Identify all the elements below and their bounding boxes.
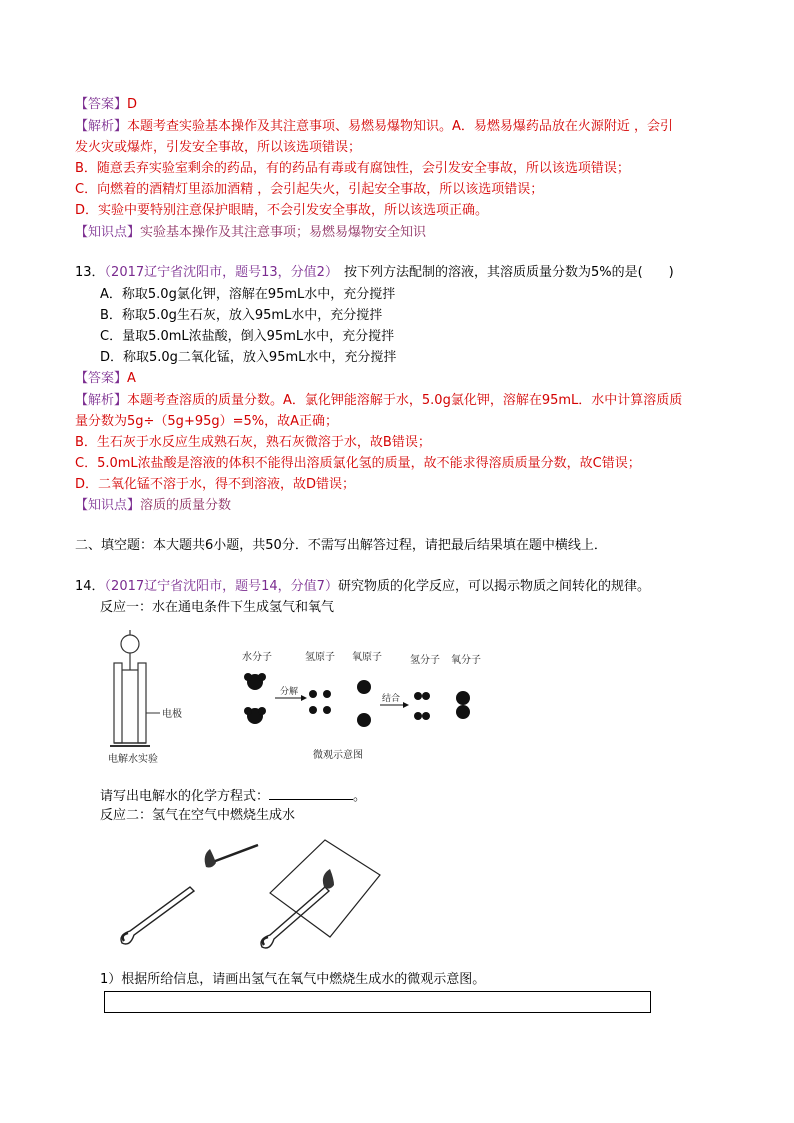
q13-analysis-tag: 【解析】 bbox=[75, 393, 128, 408]
q13-number: 13． bbox=[75, 265, 105, 280]
q12-analysis-4: C．向燃着的酒精灯里添加酒精 ，会引起失火，引起安全事故，所以该选项错误； bbox=[75, 182, 544, 197]
q13-stem bbox=[75, 265, 674, 281]
q14-reaction1: 反应一：水在通电条件下生成氢气和氧气 bbox=[100, 600, 335, 615]
q13-source: （2017辽宁省沈阳市，题号13，分值2） bbox=[104, 265, 338, 280]
q14-stem bbox=[75, 579, 650, 595]
micro-diagram bbox=[235, 650, 495, 770]
q13-analysis-3: B．生石灰于水反应生成熟石灰，熟石灰微溶于水，故B错误； bbox=[75, 435, 431, 450]
q12-answer-value: D bbox=[127, 97, 138, 112]
q13-knowledge-tag: 【知识点】 bbox=[75, 498, 141, 513]
arrow-combine: 结合 bbox=[382, 694, 401, 704]
micro-caption: 微观示意图 bbox=[313, 750, 363, 761]
q12-knowledge-tag: 【知识点】 bbox=[75, 225, 141, 240]
q13-stem-text: 按下列方法配制的溶液，其溶质质量分数为5%的是( ) bbox=[343, 265, 674, 280]
q13-answer bbox=[75, 371, 136, 387]
q13-analysis-5: D．二氧化锰不溶于水，得不到溶液，故D错误； bbox=[75, 477, 356, 492]
q13-knowledge bbox=[75, 498, 231, 514]
q13-analysis-4: C．5.0mL浓盐酸是溶液的体积不能得出溶质氯化氢的质量，故不能求得溶质质量分数，故C错误； bbox=[75, 456, 641, 471]
hydrogen-burning-figure bbox=[110, 835, 390, 955]
q12-analysis-1 bbox=[75, 119, 673, 135]
q13-analysis-2: 量分数为5g÷（5g+95g）=5%，故A正确； bbox=[75, 414, 339, 429]
water-molecule-label: 水分子 bbox=[242, 652, 272, 663]
q14-number: 14． bbox=[75, 579, 105, 594]
q13-analysis-1 bbox=[75, 393, 682, 409]
section2-heading: 二、填空题：本大题共6小题，共50分．不需写出解答过程，请把最后结果填在题中横线上． bbox=[75, 538, 607, 553]
q12-analysis-line: 本题考查实验基本操作及其注意事项、易燃易爆物知识。A．易燃易爆药品放在火源附近 ，会引 bbox=[127, 119, 674, 134]
q14-equation-prompt bbox=[100, 787, 366, 805]
q13-option-d: D．称取5.0g二氧化锰，放入95mL水中，充分搅拌 bbox=[100, 350, 397, 365]
q12-answer-tag: 【答案】 bbox=[75, 97, 128, 112]
q13-option-a: A．称取5.0g氯化钾，溶解在95mL水中，充分搅拌 bbox=[100, 287, 396, 302]
q13-option-c: C．量取5.0mL浓盐酸，倒入95mL水中，充分搅拌 bbox=[100, 329, 395, 344]
q12-analysis-2: 发火灾或爆炸，引发安全事故，所以该选项错误； bbox=[75, 140, 362, 155]
oxygen-atom-label: 氧原子 bbox=[352, 652, 382, 663]
equation-blank[interactable] bbox=[269, 787, 353, 800]
equation-prompt-text: 请写出电解水的化学方程式： bbox=[100, 789, 270, 804]
q12-knowledge-text: 实验基本操作及其注意事项；易燃易爆物安全知识 bbox=[140, 225, 427, 240]
electrode-label: 电极 bbox=[162, 709, 182, 720]
q13-analysis-line: 本题考查溶质的质量分数。A．氯化钾能溶解于水，5.0g氯化钾，溶解在95mL．水中计算溶质质 bbox=[127, 393, 683, 408]
q12-analysis-5: D．实验中要特别注意保护眼睛，不会引发安全事故，所以该选项正确。 bbox=[75, 203, 489, 218]
equation-end: 。 bbox=[353, 789, 367, 804]
q14-stem-text: 研究物质的化学反应，可以揭示物质之间转化的规律。 bbox=[337, 579, 650, 594]
oxygen-molecule-label: 氧分子 bbox=[451, 655, 481, 666]
hydrogen-atom-label: 氢原子 bbox=[305, 652, 335, 663]
q13-answer-tag: 【答案】 bbox=[75, 371, 128, 386]
q13-option-b: B．称取5.0g生石灰，放入95mL水中，充分搅拌 bbox=[100, 308, 383, 323]
q12-knowledge bbox=[75, 225, 426, 241]
drawing-answer-box[interactable] bbox=[104, 991, 651, 1013]
q13-answer-value: A bbox=[127, 371, 136, 386]
q14-reaction2: 反应二：氢气在空气中燃烧生成水 bbox=[100, 808, 296, 823]
electrolysis-caption: 电解水实验 bbox=[108, 754, 158, 765]
q14-source: （2017辽宁省沈阳市，题号14，分值7） bbox=[104, 579, 338, 594]
q12-analysis-3: B．随意丢弃实验室剩余的药品，有的药品有毒或有腐蚀性，会引发安全事故，所以该选项错误； bbox=[75, 161, 630, 176]
q14-sub1: 1）根据所给信息，请画出氢气在氧气中燃烧生成水的微观示意图。 bbox=[100, 972, 486, 987]
q12-analysis-tag: 【解析】 bbox=[75, 119, 128, 134]
hydrogen-molecule-label: 氢分子 bbox=[410, 655, 440, 666]
q12-answer bbox=[75, 97, 137, 113]
arrow-decompose: 分解 bbox=[280, 687, 299, 697]
q13-knowledge-text: 溶质的质量分数 bbox=[140, 498, 232, 513]
